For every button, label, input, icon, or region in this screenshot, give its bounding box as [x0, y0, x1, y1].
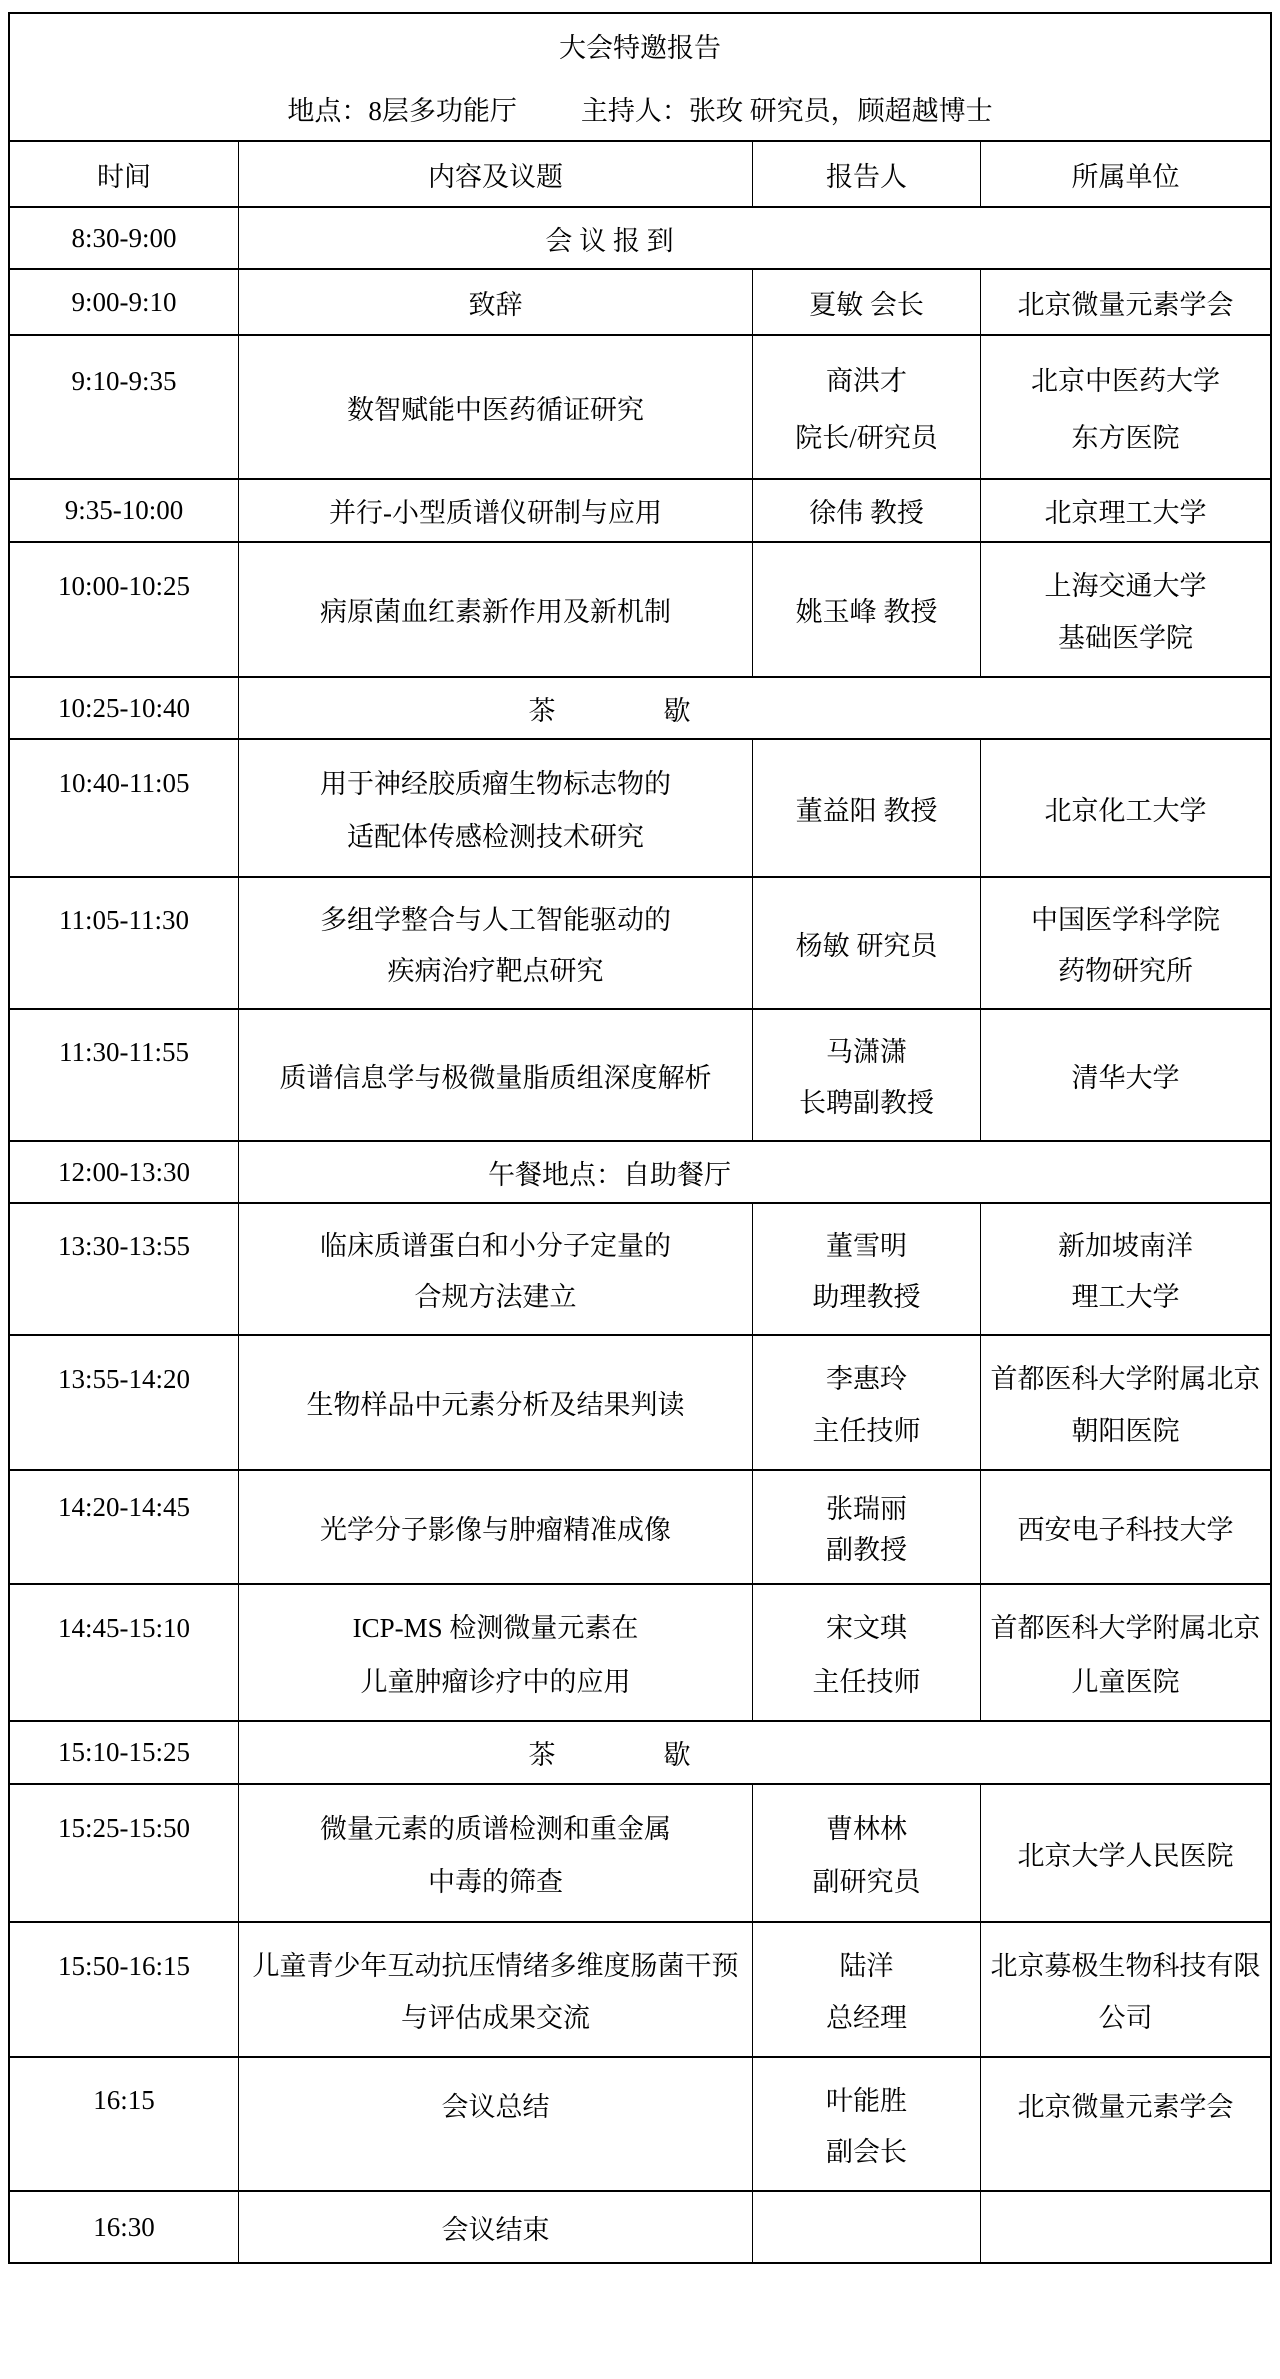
presenter-cell: [752, 1336, 980, 1469]
topic-line: 儿童肿瘤诊疗中的应用: [360, 1667, 631, 1697]
topic-cell: [238, 1471, 752, 1583]
time-label: 13:30-13:55: [58, 1231, 190, 1261]
topic-cell: [238, 1336, 752, 1469]
time-label: 16:30: [93, 2211, 155, 2242]
unit-line: 首都医科大学附属北京: [990, 1364, 1261, 1394]
topic-line: 生物样品中元素分析及结果判读: [306, 1390, 685, 1420]
unit-line: 北京中医药大学: [1031, 366, 1220, 396]
table-row: [10, 206, 1270, 268]
presenter-line: 张瑞丽: [826, 1494, 907, 1524]
table-row: [10, 1334, 1270, 1469]
column-header-time-cell: [10, 142, 238, 206]
time-cell: [10, 208, 238, 268]
topic-line: 疾病治疗靶点研究: [387, 956, 604, 986]
time-cell: [10, 270, 238, 334]
unit-cell: [980, 1785, 1270, 1921]
unit-line: 首都医科大学附属北京: [990, 1613, 1261, 1643]
presenter-line: 董益阳 教授: [795, 795, 938, 826]
unit-cell: [980, 336, 1270, 478]
presenter-line: 商洪才: [826, 366, 907, 396]
presenter-line: 副研究员: [812, 1867, 921, 1897]
table-row: [10, 738, 1270, 876]
unit-line: 儿童医院: [1071, 1667, 1180, 1697]
topic-line: 光学分子影像与肿瘤精准成像: [320, 1514, 671, 1545]
presenter-cell: [752, 2058, 980, 2190]
table-row: [10, 1720, 1270, 1783]
table-row: [10, 1583, 1270, 1720]
topic-line: 中毒的筛查: [428, 1867, 563, 1897]
merged-label: 会 议 报 到: [545, 225, 674, 256]
unit-line: 清华大学: [1071, 1062, 1180, 1093]
unit-cell: [980, 740, 1270, 876]
presenter-line: 曹林林: [826, 1814, 907, 1844]
column-header-topic: 内容及议题: [428, 161, 563, 192]
column-header-unit: 所属单位: [1071, 161, 1180, 192]
table-row: [10, 1921, 1270, 2056]
column-header-unit-cell: [980, 142, 1270, 206]
presenter-line: 杨敏 研究员: [795, 930, 938, 961]
presenter-line: 助理教授: [812, 1282, 921, 1312]
table-row: [10, 541, 1270, 676]
topic-line: 临床质谱蛋白和小分子定量的: [320, 1231, 671, 1261]
time-label: 15:50-16:15: [58, 1951, 190, 1981]
presenter-line: 副教授: [826, 1535, 907, 1565]
unit-line: 北京募极生物科技有限: [990, 1951, 1261, 1981]
unit-cell: [980, 1204, 1270, 1334]
presenter-cell: [752, 543, 980, 676]
unit-line: 基础医学院: [1058, 623, 1193, 653]
time-cell: [10, 1010, 238, 1140]
time-label: 9:00-9:10: [71, 286, 177, 317]
table-row: [10, 1783, 1270, 1921]
unit-line: 北京大学人民医院: [1017, 1840, 1234, 1871]
topic-line: 与评估成果交流: [401, 2003, 590, 2033]
table-row: [10, 2190, 1270, 2262]
time-label: 10:40-11:05: [58, 768, 190, 798]
time-cell: [10, 878, 238, 1008]
merged-label: 茶 歇: [528, 1740, 691, 1770]
time-cell: [10, 1142, 238, 1202]
presenter-cell: [752, 1785, 980, 1921]
unit-cell: [980, 1336, 1270, 1469]
time-label: 10:00-10:25: [58, 571, 190, 601]
presenter-line: 宋文琪: [826, 1613, 907, 1643]
topic-line: 致辞: [468, 289, 523, 320]
presenter-cell: [752, 270, 980, 334]
time-cell: [10, 480, 238, 541]
unit-cell: [980, 543, 1270, 676]
merged-label: 午餐地点：自助餐厅: [488, 1159, 731, 1190]
program-table: [8, 12, 1272, 2264]
topic-cell: [238, 2058, 752, 2190]
merged-cell: [238, 678, 1270, 738]
unit-line: 上海交通大学: [1044, 571, 1207, 601]
unit-cell: [980, 1923, 1270, 2056]
column-header-topic-cell: [238, 142, 752, 206]
unit-cell: [980, 2192, 1270, 2262]
time-label: 11:30-11:55: [59, 1037, 189, 1067]
topic-line: ICP-MS 检测微量元素在: [352, 1613, 639, 1643]
topic-cell: [238, 480, 752, 541]
column-header-row: [10, 140, 1270, 206]
unit-line: 公司: [1098, 2003, 1153, 2033]
merged-cell: [238, 1722, 1270, 1783]
presenter-line: 副会长: [826, 2137, 907, 2167]
presenter-line: 院长/研究员: [795, 423, 938, 453]
unit-line: 西安电子科技大学: [1017, 1514, 1234, 1545]
unit-line: 药物研究所: [1058, 956, 1193, 986]
table-title-section: [10, 14, 1270, 140]
presenter-cell: [752, 2192, 980, 2262]
time-label: 9:10-9:35: [71, 366, 177, 396]
topic-line: 适配体传感检测技术研究: [347, 822, 644, 852]
page-title: 大会特邀报告: [559, 33, 721, 63]
time-label: 9:35-10:00: [64, 495, 184, 525]
presenter-line: 陆洋: [839, 1951, 894, 1981]
topic-cell: [238, 1204, 752, 1334]
table-row: [10, 334, 1270, 478]
time-cell: [10, 2058, 238, 2190]
topic-line: 多组学整合与人工智能驱动的: [320, 905, 671, 935]
unit-line: 东方医院: [1071, 423, 1180, 453]
topic-cell: [238, 878, 752, 1008]
table-row: [10, 268, 1270, 334]
time-label: 15:10-15:25: [58, 1737, 190, 1767]
topic-line: 并行-小型质谱仪研制与应用: [329, 498, 662, 528]
table-row: [10, 1469, 1270, 1583]
presenter-cell: [752, 1471, 980, 1583]
topic-cell: [238, 1585, 752, 1720]
unit-line: 中国医学科学院: [1031, 905, 1220, 935]
presenter-cell: [752, 1010, 980, 1140]
merged-label: 茶 歇: [528, 695, 691, 726]
presenter-line: 主任技师: [812, 1667, 921, 1697]
unit-line: 北京微量元素学会: [1017, 2092, 1234, 2122]
topic-line: 合规方法建立: [414, 1282, 577, 1312]
column-header-presenter-cell: [752, 142, 980, 206]
topic-line: 微量元素的质谱检测和重金属: [320, 1814, 671, 1844]
time-cell: [10, 336, 238, 478]
presenter-line: 叶能胜: [826, 2086, 907, 2116]
column-header-presenter: 报告人: [826, 161, 907, 192]
unit-line: 北京化工大学: [1044, 795, 1207, 826]
presenter-cell: [752, 480, 980, 541]
topic-line: 数智赋能中医药循证研究: [347, 394, 644, 425]
topic-cell: [238, 1923, 752, 2056]
time-cell: [10, 678, 238, 738]
time-label: 8:30-9:00: [71, 222, 177, 253]
table-row: [10, 2056, 1270, 2190]
time-cell: [10, 1585, 238, 1720]
unit-cell: [980, 1010, 1270, 1140]
table-row: [10, 1140, 1270, 1202]
unit-cell: [980, 270, 1270, 334]
time-label: 11:05-11:30: [59, 905, 189, 935]
time-cell: [10, 2192, 238, 2262]
presenter-line: 总经理: [826, 2003, 907, 2033]
presenter-line: 夏敏 会长: [809, 289, 924, 320]
presenter-cell: [752, 1585, 980, 1720]
time-cell: [10, 1923, 238, 2056]
time-label: 14:45-15:10: [58, 1613, 190, 1643]
unit-line: 北京微量元素学会: [1017, 289, 1234, 320]
host-label: 主持人：张玫 研究员，顾超越博士: [580, 96, 993, 126]
time-cell: [10, 1722, 238, 1783]
presenter-cell: [752, 1204, 980, 1334]
time-label: 16:15: [93, 2085, 155, 2115]
table-row: [10, 676, 1270, 738]
topic-line: 病原菌血红素新作用及新机制: [320, 597, 671, 627]
presenter-line: 董雪明: [826, 1231, 907, 1261]
unit-line: 理工大学: [1071, 1282, 1180, 1312]
topic-line: 儿童青少年互动抗压情绪多维度肠菌干预: [252, 1951, 739, 1981]
unit-cell: [980, 2058, 1270, 2190]
topic-line: 会议总结: [441, 2092, 550, 2122]
unit-line: 北京理工大学: [1044, 498, 1207, 528]
time-label: 12:00-13:30: [58, 1156, 190, 1187]
unit-line: 新加坡南洋: [1058, 1231, 1193, 1261]
presenter-cell: [752, 1923, 980, 2056]
presenter-line: 李惠玲: [826, 1364, 907, 1394]
presenter-line: 长聘副教授: [799, 1088, 934, 1118]
time-cell: [10, 740, 238, 876]
unit-cell: [980, 1471, 1270, 1583]
unit-cell: [980, 480, 1270, 541]
time-cell: [10, 1785, 238, 1921]
table-row: [10, 1008, 1270, 1140]
table-row: [10, 876, 1270, 1008]
venue-host-line: [287, 89, 992, 128]
time-label: 10:25-10:40: [58, 692, 190, 723]
presenter-cell: [752, 878, 980, 1008]
presenter-line: 徐伟 教授: [809, 498, 924, 528]
topic-cell: [238, 1010, 752, 1140]
column-header-time: 时间: [97, 161, 151, 192]
presenter-line: 主任技师: [812, 1416, 921, 1446]
table-row: [10, 478, 1270, 541]
topic-line: 会议结束: [441, 2214, 550, 2245]
topic-cell: [238, 270, 752, 334]
time-label: 14:20-14:45: [58, 1492, 190, 1522]
presenter-cell: [752, 740, 980, 876]
unit-line: 朝阳医院: [1071, 1416, 1180, 1446]
time-cell: [10, 1471, 238, 1583]
unit-cell: [980, 1585, 1270, 1720]
time-cell: [10, 1336, 238, 1469]
topic-cell: [238, 543, 752, 676]
topic-cell: [238, 2192, 752, 2262]
time-cell: [10, 1204, 238, 1334]
topic-cell: [238, 336, 752, 478]
merged-cell: [238, 208, 1270, 268]
topic-line: 质谱信息学与极微量脂质组深度解析: [279, 1062, 712, 1093]
unit-cell: [980, 878, 1270, 1008]
table-body: [10, 206, 1270, 2262]
topic-line: 用于神经胶质瘤生物标志物的: [320, 769, 671, 799]
table-row: [10, 1202, 1270, 1334]
presenter-line: 马潇潇: [826, 1037, 907, 1067]
merged-cell: [238, 1142, 1270, 1202]
time-label: 13:55-14:20: [58, 1364, 190, 1394]
program-page: [0, 12, 1280, 2264]
presenter-cell: [752, 336, 980, 478]
time-label: 15:25-15:50: [58, 1813, 190, 1843]
topic-cell: [238, 740, 752, 876]
time-cell: [10, 543, 238, 676]
topic-cell: [238, 1785, 752, 1921]
venue-label: 地点：8层多功能厅: [287, 96, 517, 126]
presenter-line: 姚玉峰 教授: [795, 597, 938, 627]
